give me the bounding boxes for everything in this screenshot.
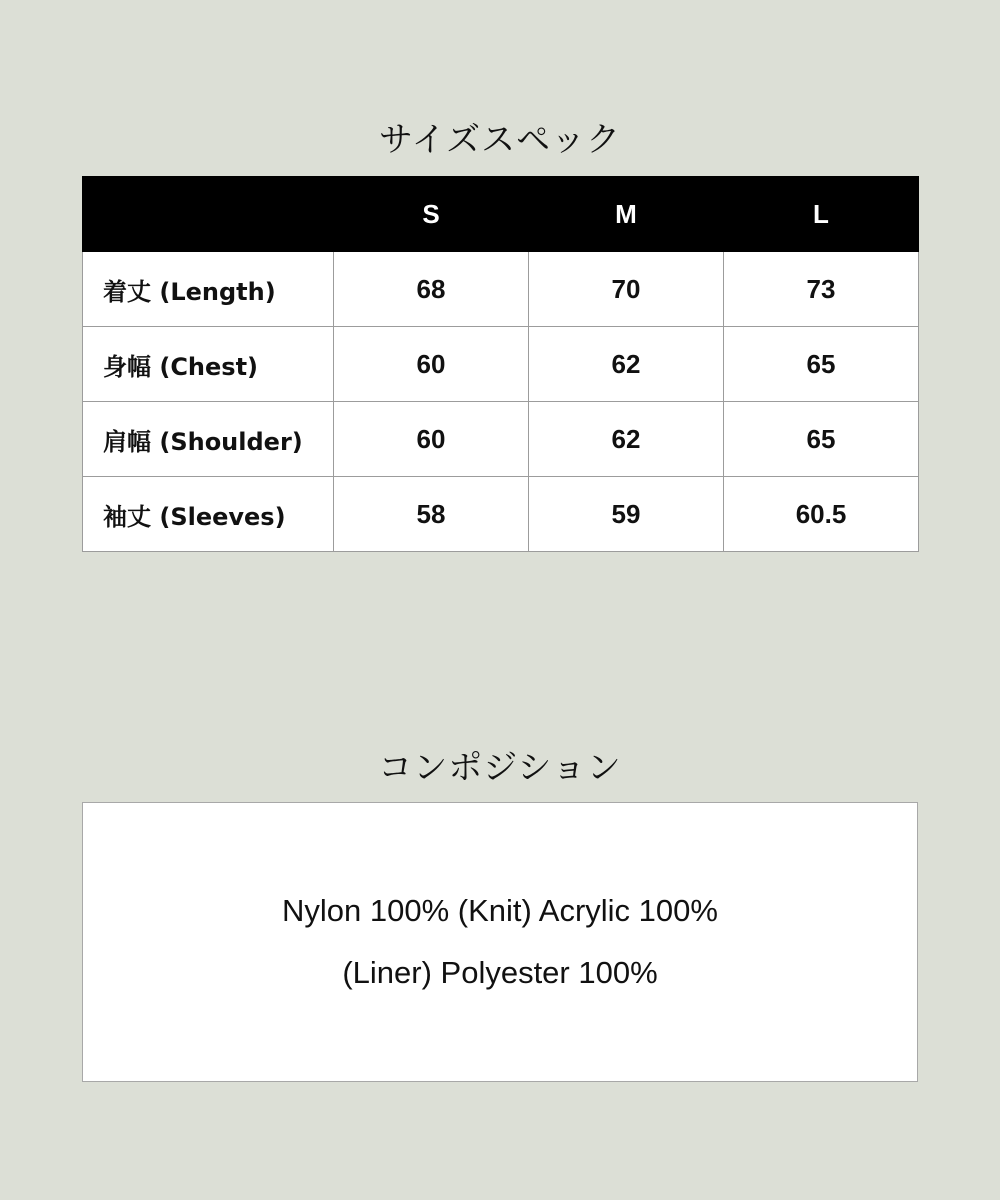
table-row-sleeves <box>83 477 919 552</box>
header-size-l: L <box>724 177 919 252</box>
cell-sleeves-l: 60.5 <box>724 477 919 552</box>
cell-sleeves-s: 58 <box>334 477 529 552</box>
cell-length-l: 73 <box>724 252 919 327</box>
header-size-m: M <box>529 177 724 252</box>
table-row-length <box>83 252 919 327</box>
row-label-length: 着丈 (Length) <box>83 252 334 327</box>
table-row-shoulder <box>83 402 919 477</box>
cell-chest-l: 65 <box>724 327 919 402</box>
cell-sleeves-m: 59 <box>529 477 724 552</box>
row-label-sleeves: 袖丈 (Sleeves) <box>83 477 334 552</box>
composition-title: コンポジション <box>378 748 622 788</box>
cell-shoulder-s: 60 <box>334 402 529 477</box>
table-row-chest <box>83 327 919 402</box>
composition-line-2: (Liner) Polyester 100% <box>342 955 658 990</box>
row-label-shoulder: 肩幅 (Shoulder) <box>83 402 334 477</box>
cell-chest-s: 60 <box>334 327 529 402</box>
cell-shoulder-m: 62 <box>529 402 724 477</box>
table-header-row <box>83 177 919 252</box>
cell-length-s: 68 <box>334 252 529 327</box>
size-spec-table <box>82 176 919 552</box>
cell-length-m: 70 <box>529 252 724 327</box>
header-empty-cell <box>83 177 334 252</box>
row-label-chest: 身幅 (Chest) <box>83 327 334 402</box>
cell-shoulder-l: 65 <box>724 402 919 477</box>
cell-chest-m: 62 <box>529 327 724 402</box>
composition-box <box>82 802 918 1082</box>
composition-line-1: Nylon 100% (Knit) Acrylic 100% <box>282 893 718 928</box>
header-size-s: S <box>334 177 529 252</box>
size-spec-title: サイズスペック <box>378 120 622 160</box>
